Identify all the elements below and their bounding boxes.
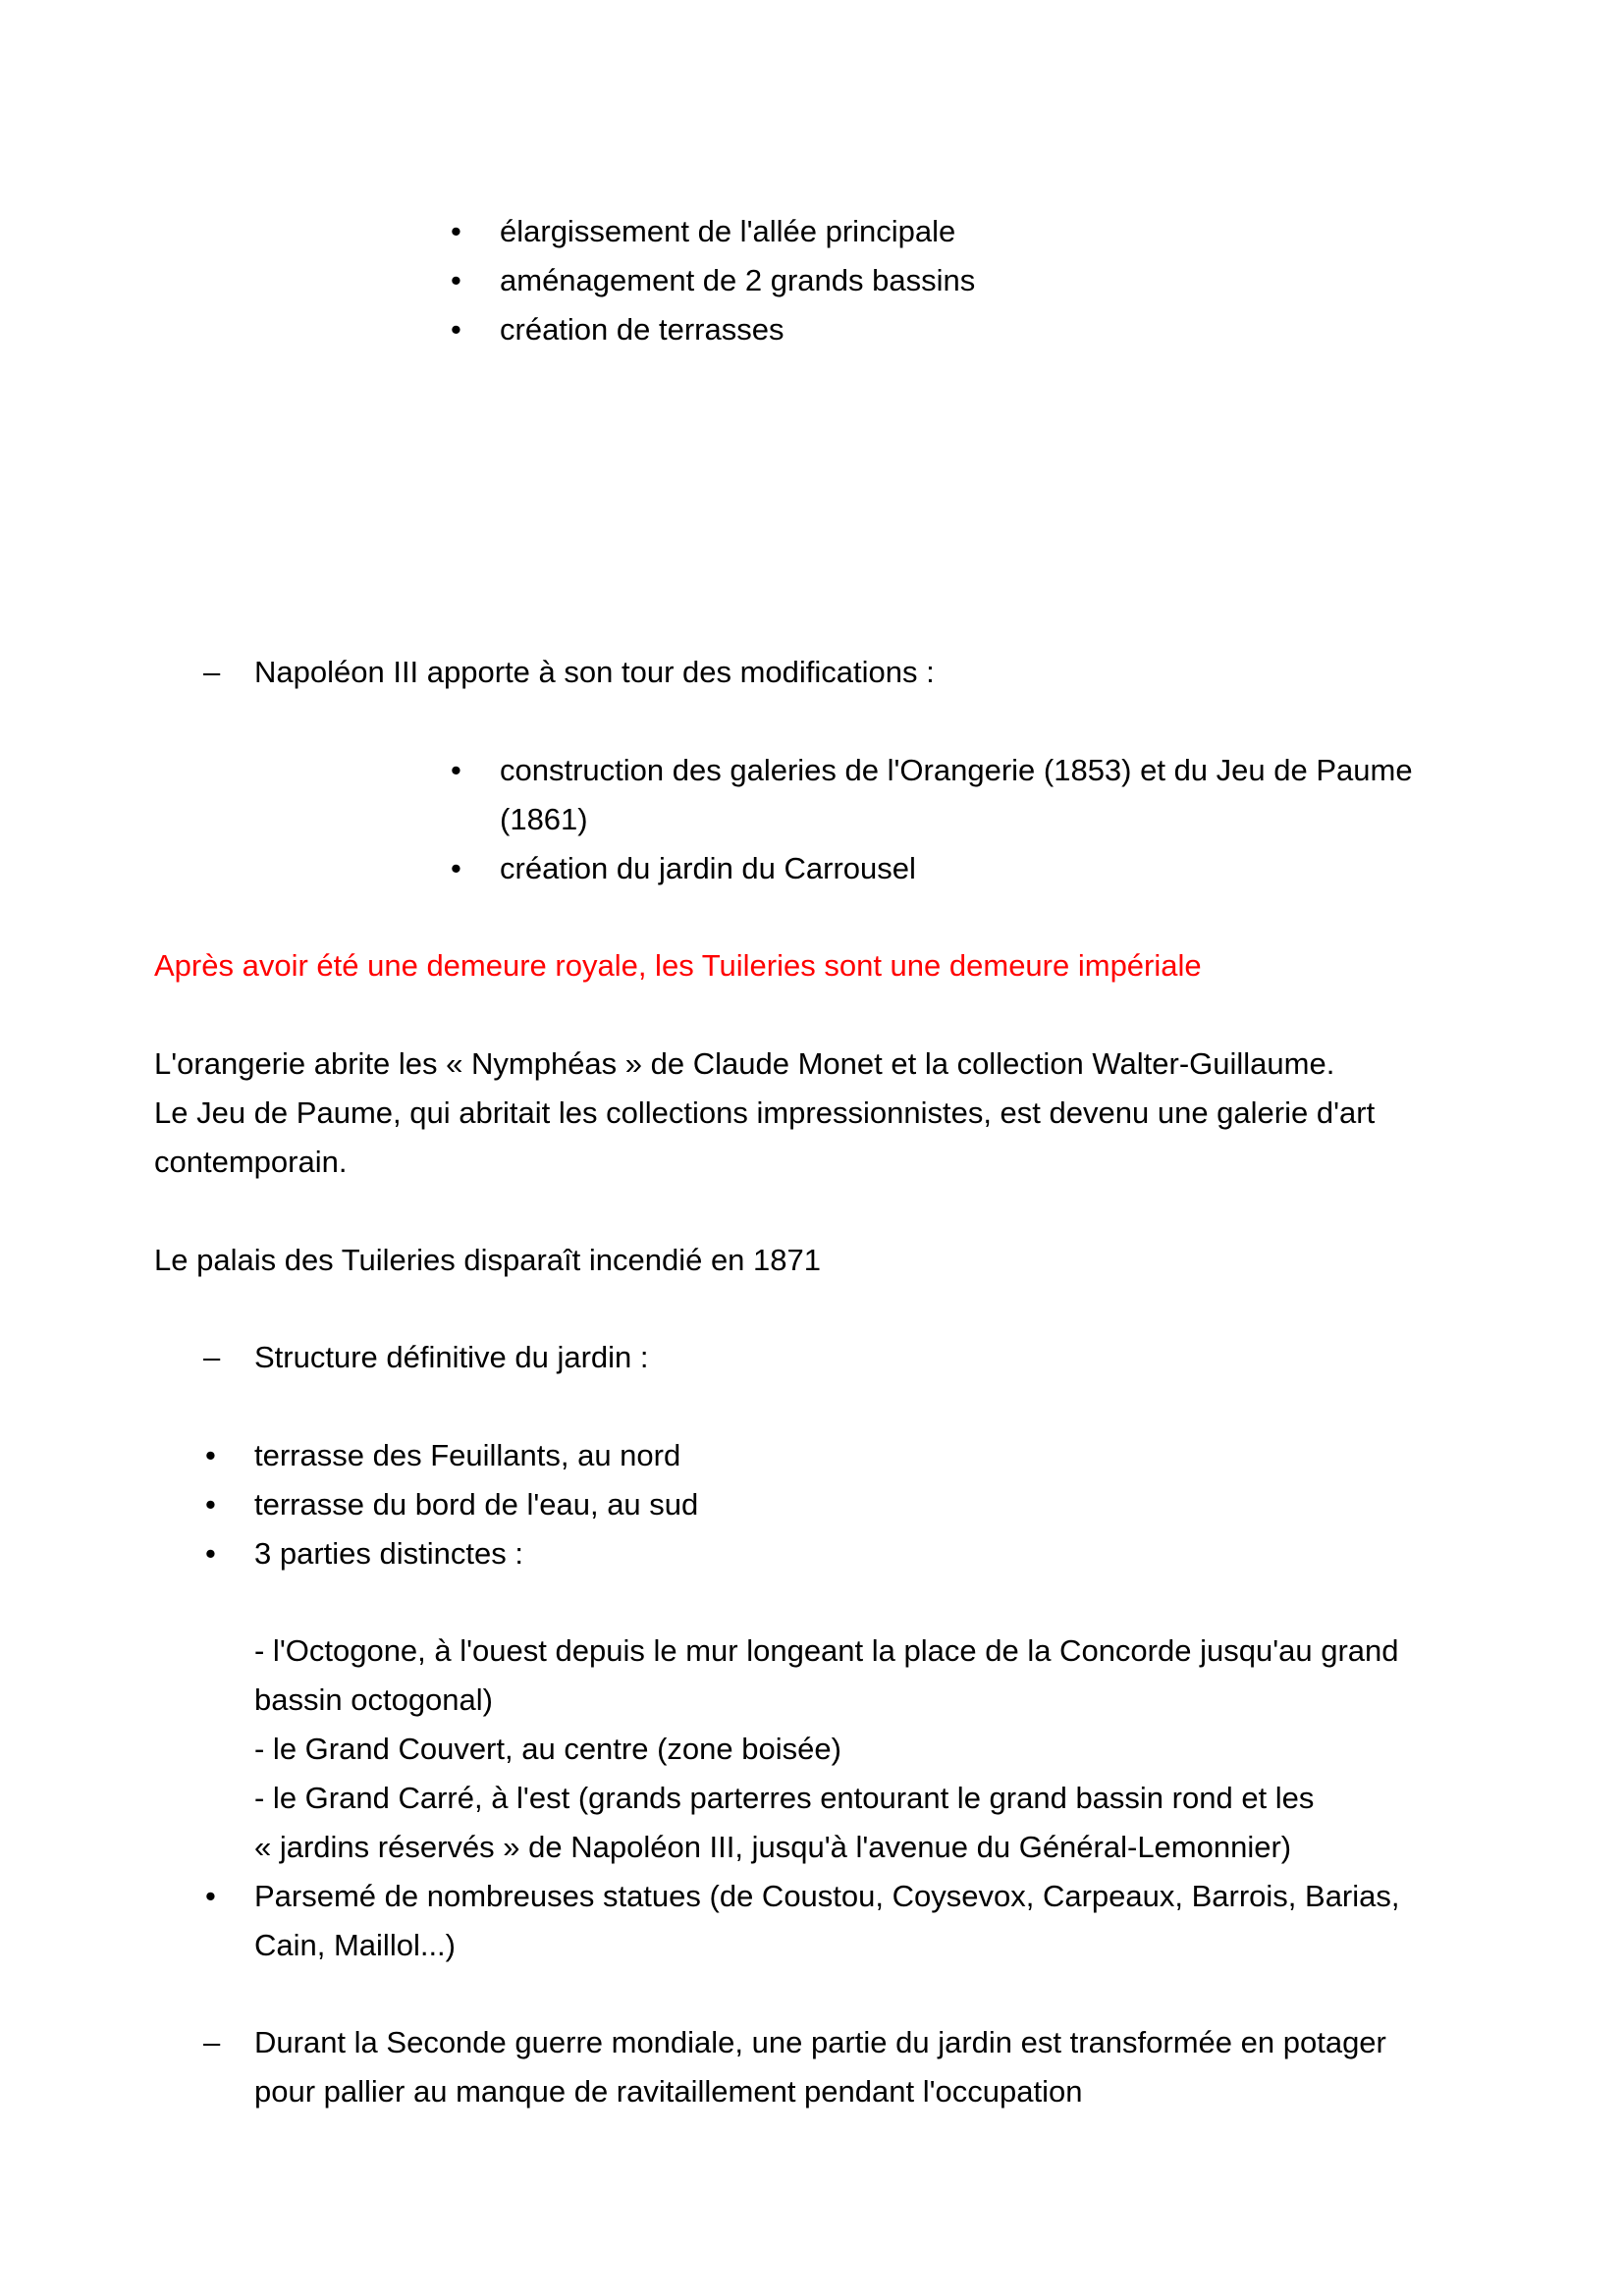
dash-marker: – (203, 655, 221, 689)
list-item: création de terrasses (500, 312, 784, 347)
fire-sentence: Le palais des Tuileries disparaît incendié en 1871 (154, 1243, 822, 1277)
part-line: bassin octogonal) (254, 1682, 493, 1717)
dash-marker: – (203, 1340, 221, 1374)
bullet-icon: • (451, 851, 461, 885)
part-line: - le Grand Couvert, au centre (zone boisée) (254, 1732, 841, 1766)
paragraph-line: L'orangerie abrite les « Nymphéas » de Claude Monet et la collection Walter-Guillaume. (154, 1046, 1335, 1081)
dash-marker: – (203, 2025, 221, 2059)
bullet-icon: • (451, 312, 461, 347)
bullet-icon: • (205, 1879, 216, 1913)
list-item: terrasse du bord de l'eau, au sud (254, 1487, 699, 1522)
bullet-icon: • (451, 263, 461, 297)
war-line: pour pallier au manque de ravitaillement pendant l'occupation (254, 2074, 1083, 2109)
bullet-icon: • (205, 1438, 216, 1472)
list-item: création du jardin du Carrousel (500, 851, 916, 885)
list-item: construction des galeries de l'Orangerie (1853) et du Jeu de Paume (500, 753, 1413, 787)
list-item-continuation: (1861) (500, 802, 588, 836)
part-line: - le Grand Carré, à l'est (grands parterres entourant le grand bassin rond et les (254, 1781, 1315, 1815)
structure-intro: Structure définitive du jardin : (254, 1340, 649, 1374)
list-item: aménagement de 2 grands bassins (500, 263, 976, 297)
paragraph-line: Le Jeu de Paume, qui abritait les collections impressionnistes, est devenu une galerie d'art (154, 1095, 1376, 1130)
paragraph-line: contemporain. (154, 1145, 348, 1179)
bullet-icon: • (451, 753, 461, 787)
part-line: « jardins réservés » de Napoléon III, jusqu'à l'avenue du Général-Lemonnier) (254, 1830, 1292, 1864)
list-item: élargissement de l'allée principale (500, 214, 956, 248)
bullet-icon: • (205, 1536, 216, 1571)
list-item: Parsemé de nombreuses statues (de Coustou, Coysevox, Carpeaux, Barrois, Barias, (254, 1879, 1400, 1913)
list-item-continuation: Cain, Maillol...) (254, 1928, 456, 1962)
napoleon3-intro: Napoléon III apporte à son tour des modifications : (254, 655, 935, 689)
bullet-icon: • (205, 1487, 216, 1522)
bullet-icon: • (451, 214, 461, 248)
war-line: Durant la Seconde guerre mondiale, une partie du jardin est transformée en potager (254, 2025, 1386, 2059)
list-item: 3 parties distinctes : (254, 1536, 523, 1571)
part-line: - l'Octogone, à l'ouest depuis le mur longeant la place de la Concorde jusqu'au grand (254, 1633, 1399, 1668)
list-item: terrasse des Feuillants, au nord (254, 1438, 681, 1472)
highlight-sentence: Après avoir été une demeure royale, les Tuileries sont une demeure impériale (154, 948, 1202, 983)
